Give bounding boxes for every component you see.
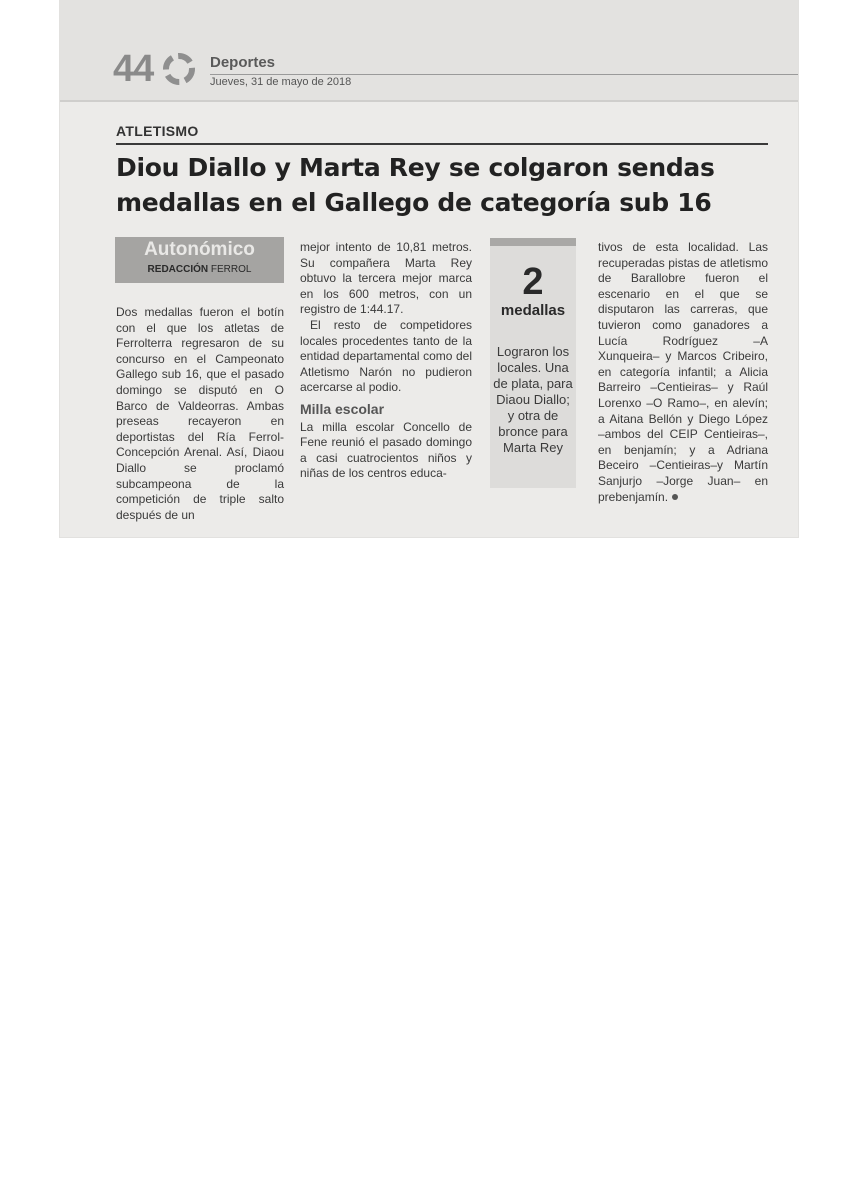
article-column-4 (598, 240, 768, 505)
stat-unit: medallas (500, 302, 566, 319)
paragraph (598, 240, 768, 505)
article-headline: Diou Diallo y Marta Rey se colgaron sendas medallas en el Gallego de categoría sub 16 (116, 153, 715, 217)
header-divider (210, 74, 798, 75)
paragraph: mejor intento de 10,81 metros. Su compañera Marta Rey obtuvo la tercera mejor marca en los 600 metros, con un registro de 1:44.17. (300, 240, 472, 317)
end-mark-icon (672, 494, 678, 500)
band-divider (60, 100, 798, 102)
stat-caption: Lograron los locales. Una de plata, para Diaou Diallo; y otra de bronce para Marta Rey (493, 344, 573, 455)
byline-box (115, 237, 284, 283)
stat-sidebar (490, 238, 576, 488)
article-column-2 (300, 240, 472, 482)
section-name: Deportes (210, 54, 276, 71)
paragraph: La milla escolar Concello de Fene reunió el pasado domingo a casi cuatrocientos niños y niñas de los centros educa- (300, 419, 472, 481)
byline-city: FERROL (210, 264, 252, 275)
article-kicker: ATLETISMO (116, 123, 199, 139)
byline-author-name: REDACCIÓN (147, 264, 209, 275)
paragraph: Dos medallas fueron el botín con el que los atletas de Ferrolterra regresaron de su concurso en el Campeonato Gallego sub 16, que el pasado domingo se disputó en O Barco de Valdeorras. Ambas preseas recayeron en deportistas del Ría Ferrol-Concepción Arenal. Así, Diaou Diallo se proclamó subcampeona de la competición de triple salto después de un (116, 305, 284, 522)
stat-number: 2 (522, 261, 544, 303)
paragraph: El resto de competidores locales procedentes tanto de la entidad departamental como del Atletismo Narón no pudieron acercarse al podio. (300, 317, 472, 395)
publication-date: Jueves, 31 de mayo de 2018 (210, 76, 352, 88)
paragraph-text: tivos de esta localidad. Las recuperadas pistas de atletismo de Barallobre fueron el escenario en el que se disputaron las carreras, que tuvieron como ganadores a Lucía Rodríguez –A Xunqueira– y Marcos Cribeiro, en categoría infantil; a Alicia Barreiro –Centieiras– y Raúl Lorenxo –O Ramo–, en alevín; a Aitana Bellón y Diego López –ambos del CEIP Centieiras–, en benjamín; y a Adriana Beceiro –Centieiras–y Martín Sanjurjo –Jorge Juan– en prebenjamín. (598, 240, 768, 504)
kicker-divider (116, 143, 768, 145)
page-number: 44 (113, 48, 154, 90)
newspaper-clipping (60, 0, 798, 537)
newspaper-logo-icon (162, 52, 196, 86)
byline-author (115, 264, 284, 275)
sidebar-top-bar (490, 238, 576, 246)
article-column-1 (116, 305, 284, 523)
section-subhead: Milla escolar (300, 400, 385, 417)
byline-tag: Autonómico (144, 239, 255, 260)
